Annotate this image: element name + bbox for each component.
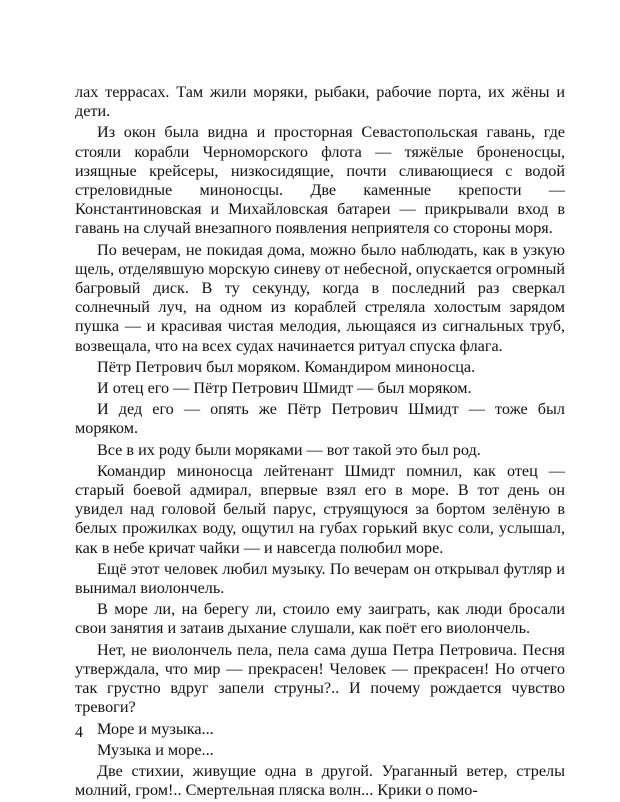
body-text [75, 83, 565, 802]
paragraph-8: Командир миноносца лейтенант Шмидт помнил, как отец — старый боевой адмирал, впервые взял его в море. В тот день он увидел над головой белый парус, струящуюся за бортом зелёную в белых прожилках воду, ощутил на губах горький вкус соли, услышал, как в небе кричат чайки — и навсегда полюбил море. [75, 461, 565, 557]
paragraph-14: Две стихии, живущие одна в другой. Ураганный ветер, стрелы молний, гром!.. Смертельная пляска волн... Крики о помо- [75, 761, 565, 800]
paragraph-11: Нет, не виолончель пела, пела сама душа Петра Петровича. Песня утверждала, что мир — прекрасен! Человек — прекрасен! Но отчего так грустно вдруг запели струны?.. И почему рождается чувство тревоги? [75, 640, 565, 717]
paragraph-3: По вечерам, не покидая дома, можно было наблюдать, как в узкую щель, отделявшую морскую синеву от небесной, опускается огромный багровый диск. В ту секунду, когда в последний раз сверкал солнечный луч, на одном из кораблей стреляла холостым зарядом пушка — и красивая чистая мелодия, льющаяся из сигнальных труб, возвещала, что на всех судах начинается ритуал спуска флага. [75, 240, 565, 355]
paragraph-2: Из окон была видна и просторная Севастопольская гавань, где стояли корабли Черноморского флота — тяжёлые броненосцы, изящные крейсеры, низкосидящие, почти сливающиеся с водой стреловидные миноносцы. Две каменные крепости — Константиновская и Михайловская батареи — прикрывали вход в гавань на случай внезапного появления неприятеля со стороны моря. [75, 123, 565, 238]
paragraph-10: В море ли, на берегу ли, стоило ему заиграть, как люди бросали свои занятия и затаив дыхание слушали, как поёт его виолончель. [75, 600, 565, 638]
paragraph-13: Музыка и море... [97, 740, 214, 759]
paragraph-6: И дед его — опять же Пётр Петрович Шмидт — тоже был моряком. [75, 400, 565, 438]
page-number: 4 [75, 724, 83, 741]
paragraph-5: И отец его — Пётр Петрович Шмидт — был моряком. [97, 379, 472, 398]
paragraph-12: Море и музыка... [97, 719, 214, 738]
paragraph-4: Пётр Петрович был моряком. Командиром миноносца. [97, 357, 476, 376]
paragraph-1: лах террасах. Там жили моряки, рыбаки, рабочие порта, их жёны и дети. [75, 83, 565, 121]
paragraph-7: Все в их роду были моряками — вот такой это был род. [97, 440, 481, 459]
paragraph-9: Ещё этот человек любил музыку. По вечерам он открывал футляр и вынимал виолончель. [75, 559, 565, 598]
